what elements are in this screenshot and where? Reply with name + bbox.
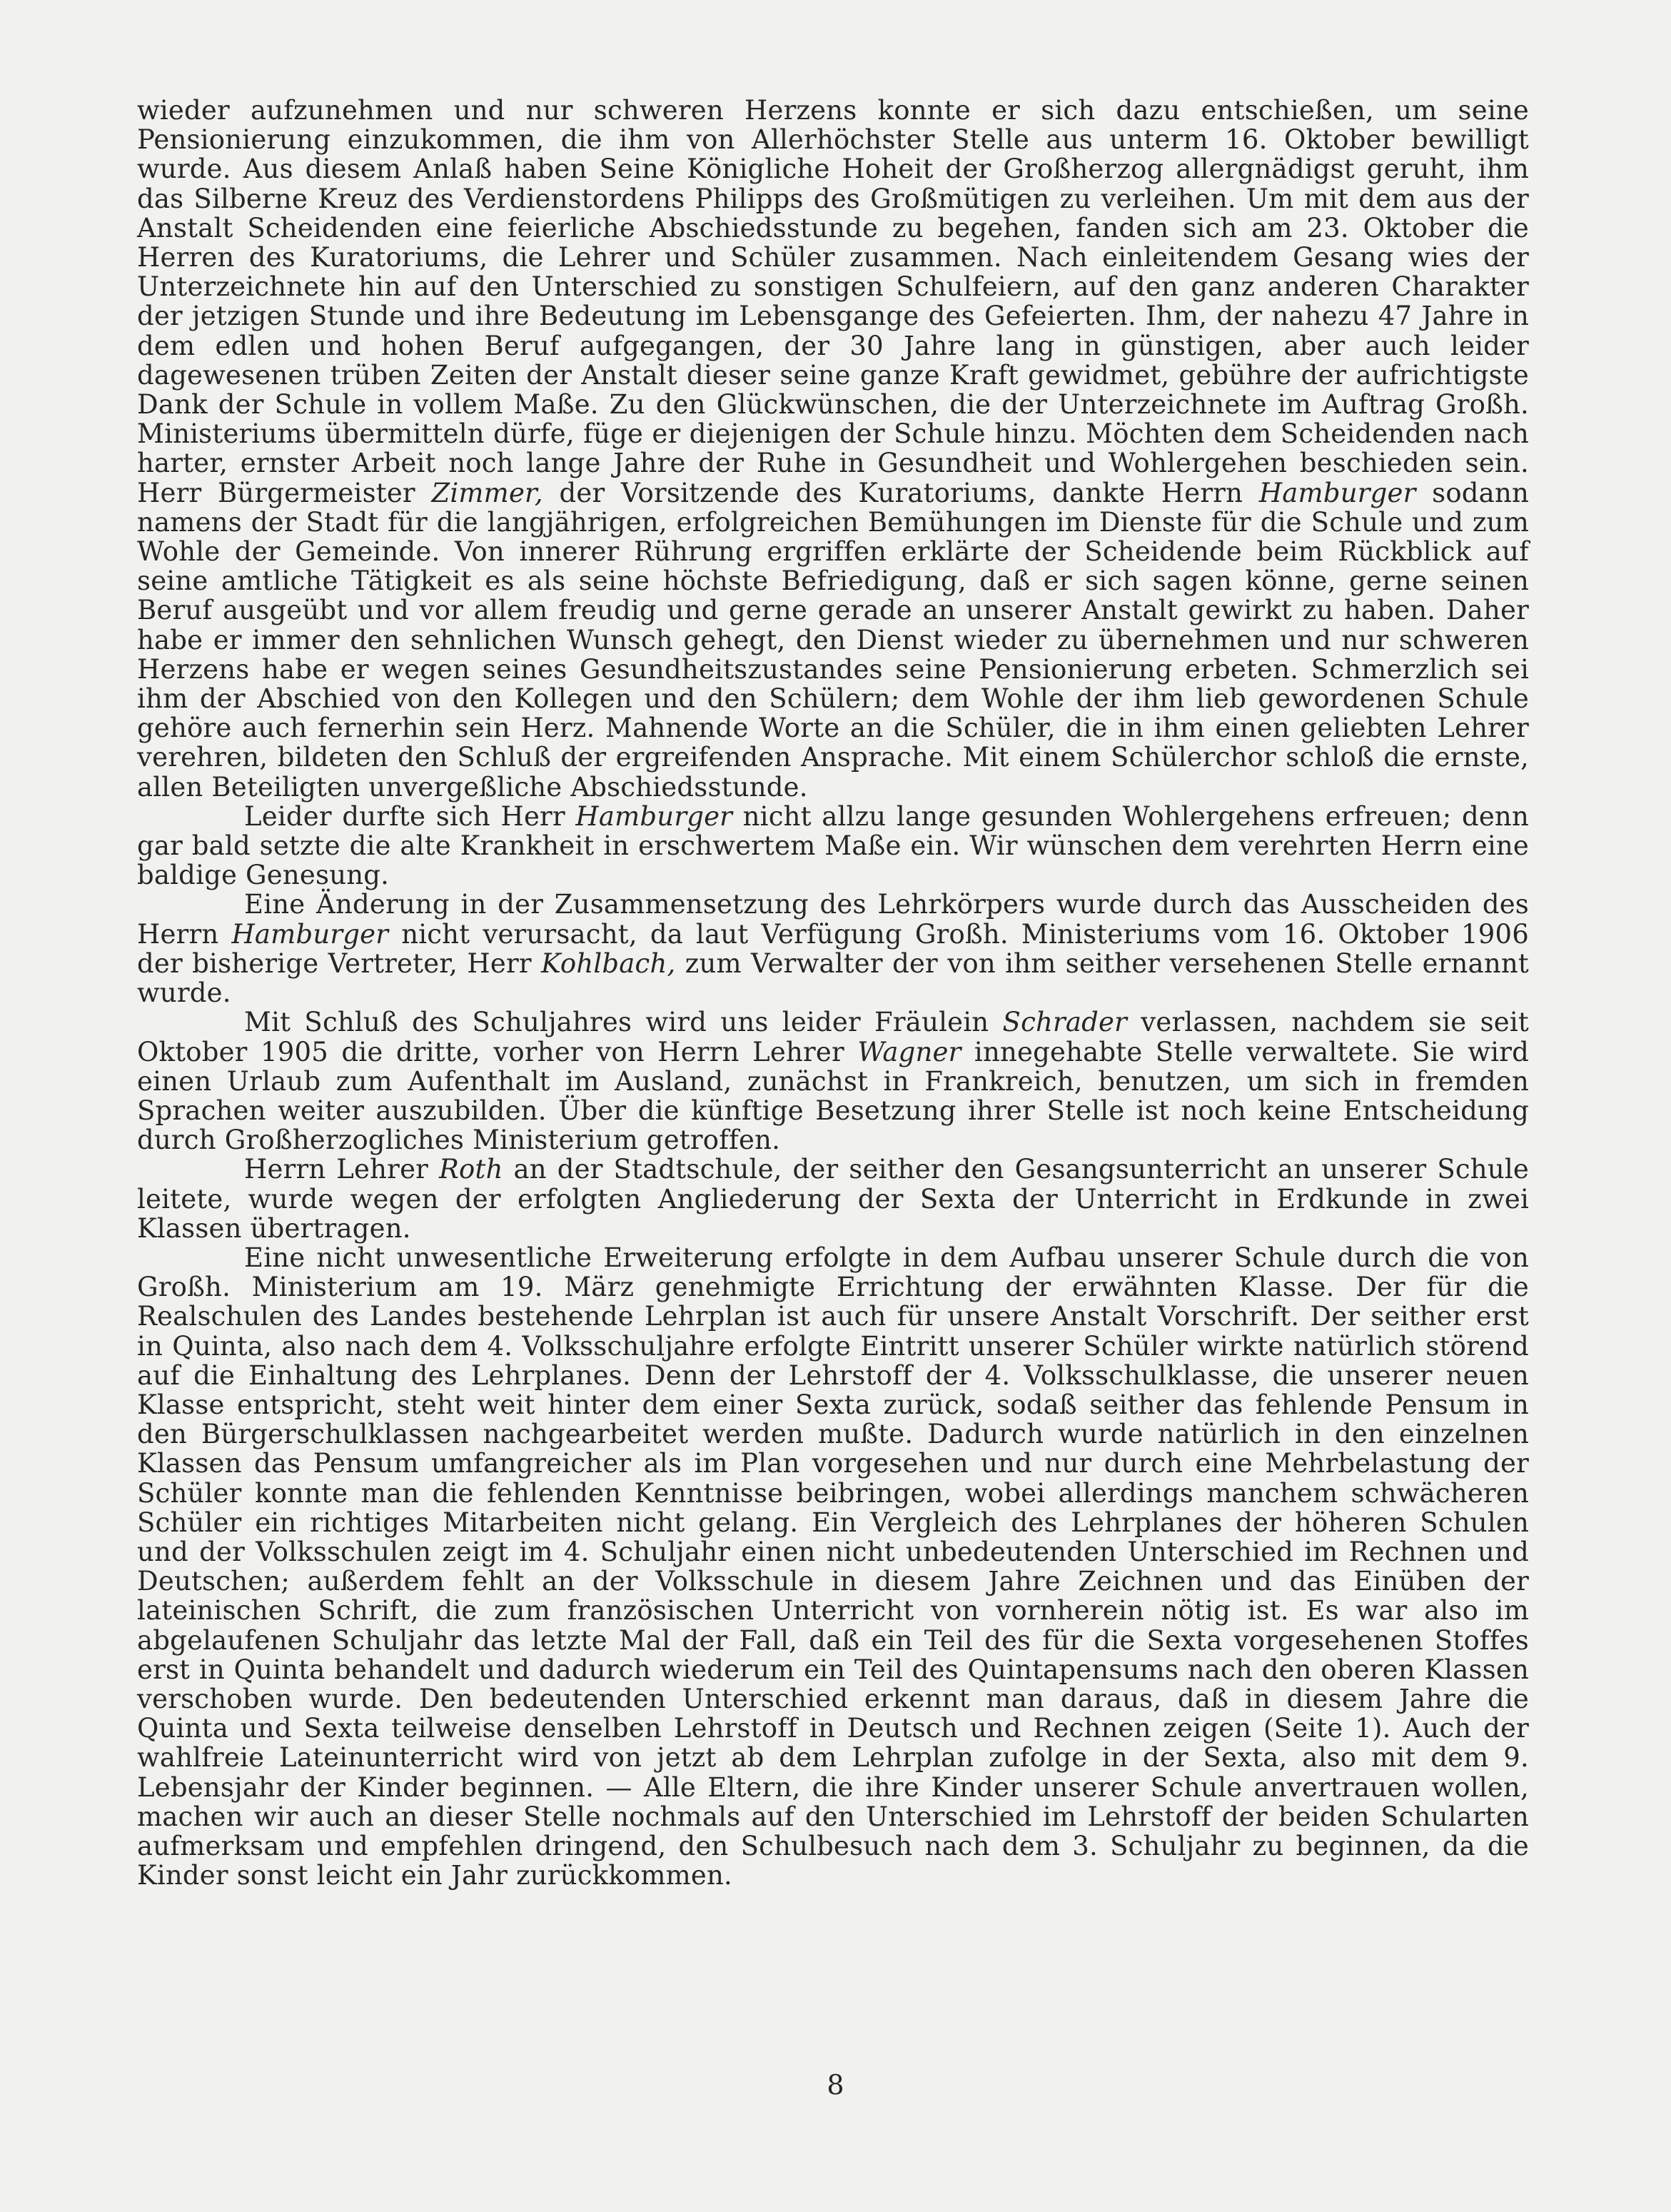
text-segment: sodann namens der Stadt für die langjährigen, erfolgreichen Bemühungen im Dienste für die Schule und zum Wohle der Gemeinde. Von innerer Rührung ergriffen erklärte der Scheidende beim Rückblick auf seine amtliche Tätigkeit es als seine höchste Befriedigung, daß er sich sagen könne, gerne seinen Beruf ausgeübt und vor allem freudig und gerne gerade an unserer Anstalt gewirkt zu haben. Daher habe er immer den sehnlichen Wunsch gehegt, den Dienst wieder zu übernehmen und nur schweren Herzens habe er wegen seines Gesundheitszustandes seine Pensionierung erbeten. Schmerzlich sei ihm der Abschied von den Kollegen und den Schülern; dem Wohle der ihm lieb gewordenen Schule gehöre auch fernerhin sein Herz. Mahnende Worte an die Schüler, die in ihm einen geliebten Lehrer verehren, bildeten den Schluß der ergreifenden Ansprache. Mit einem Schülerchor schloß die ernste, allen Beteiligten unvergeßliche Abschiedsstunde. xyxy=(137,477,1530,803)
body-text xyxy=(137,96,1529,1890)
paragraph-4 xyxy=(137,1007,1529,1155)
text-segment: der Vorsitzende des Kuratoriums, dankte Herrn xyxy=(542,477,1259,508)
text-segment: an der Stadtschule, der seither den Gesangsunterricht an unserer Schule leitete, wurde wegen der erfolgten Angliederung der Sexta der Unterricht in Erdkunde in zwei Klassen übertragen. xyxy=(137,1154,1529,1244)
text-segment: nicht verursacht, da laut Verfügung Großh. Ministeriums vom 16. Oktober 1906 der bisherige Vertreter, Herr xyxy=(137,918,1530,979)
name-wagner: Wagner xyxy=(857,1036,961,1067)
paragraph-6 xyxy=(137,1243,1529,1890)
text-segment: Leider durfte sich Herr xyxy=(244,800,576,832)
text-segment: verlassen, nachdem sie seit Oktober 1905 die dritte, vorher von Herrn Lehrer xyxy=(137,1007,1529,1067)
paragraph-5 xyxy=(137,1155,1529,1243)
text-segment: Eine Änderung in der Zusammensetzung des Lehrkörpers wurde durch das Ausscheiden des Herrn xyxy=(137,889,1529,950)
text-segment: Mit Schluß des Schuljahres wird uns leider Fräulein xyxy=(244,1007,1003,1038)
paragraph-3 xyxy=(137,890,1529,1007)
name-roth: Roth xyxy=(438,1154,503,1185)
text-segment: wieder aufzunehmen und nur schweren Herzens konnte er sich dazu entschießen, um seine Pensionierung einzukommen, die ihm von Allerhöchster Stelle aus unterm 16. Oktober bewilligt wurde. Aus diesem Anlaß haben Seine Königliche Hoheit der Großherzog allergnädigst geruht, ihm das Silberne Kreuz des Verdienstordens Philipps des Großmütigen zu verleihen. Um mit dem aus der Anstalt Scheidenden eine feierliche Abschiedsstunde zu begehen, fanden sich am 23. Oktober die Herren des Kuratoriums, die Lehrer und Schüler zusammen. Nach einleitendem Gesang wies der Unterzeichnete hin auf den Unterschied zu sonstigen Schulfeiern, auf den ganz anderen Charakter der jetzigen Stunde und ihre Bedeutung im Lebensgange des Gefeierten. Ihm, der nahezu 47 Jahre in dem edlen und hohen Beruf aufgegangen, der 30 Jahre lang in günstigen, aber auch leider dagewesenen trüben Zeiten der Anstalt dieser seine ganze Kraft gewidmet, gebühre der aufrichtigste Dank der Schule in vollem Maße. Zu den Glückwünschen, die der Unterzeichnete im Auftrag Großh. Ministeriums übermitteln dürfe, füge er diejenigen der Schule hinzu. Möchten dem Scheidenden nach harter, ernster Arbeit noch lange Jahre der Ruhe in Gesundheit und Wohlergehen beschieden sein. Herr Bürgermeister xyxy=(137,95,1529,508)
name-hamburger: Hamburger xyxy=(231,918,389,950)
paragraph-1 xyxy=(137,96,1529,802)
name-kohlbach: Kohlbach, xyxy=(541,947,676,979)
text-segment: innegehabte Stelle verwaltete. Sie wird einen Urlaub zum Aufenthalt im Ausland, zunächst in Frankreich, benutzen, um sich in fremden Sprachen weiter auszubilden. Über die künftige Besetzung ihrer Stelle ist noch keine Entscheidung durch Großherzogliches Ministerium getroffen. xyxy=(137,1036,1529,1156)
text-segment: Eine nicht unwesentliche Erweiterung erfolgte in dem Aufbau unserer Schule durch die von Großh. Ministerium am 19. März genehmigte Errichtung der erwähnten Klasse. Der für die Realschulen des Landes bestehende Lehrplan ist auch für unsere Anstalt Vorschrift. Der seither erst in Quinta, also nach dem 4. Volksschuljahre erfolgte Eintritt unserer Schüler wirkte natürlich störend auf die Einhaltung des Lehrplanes. Denn der Lehrstoff der 4. Volksschulklasse, die unserer neuen Klasse entspricht, steht weit hinter dem einer Sexta zurück, sodaß seither das fehlende Pensum in den Bürgerschulklassen nachgearbeitet werden mußte. Dadurch wurde natürlich in den einzelnen Klassen das Pensum umfangreicher als im Plan vorgesehen und nur durch eine Mehrbelastung der Schüler konnte man die fehlenden Kenntnisse beibringen, wobei allerdings manchem schwächeren Schüler ein richtiges Mitarbeiten nicht gelang. Ein Vergleich des Lehrplanes der höheren Schulen und der Volksschulen zeigt im 4. Schuljahr einen nicht unbedeutenden Unterschied im Rechnen und Deutschen; außerdem fehlt an der Volksschule in diesem Jahre Zeichnen und das Einüben der lateinischen Schrift, die zum französischen Unterricht von vornherein nötig ist. Es war also im abgelaufenen Schuljahr das letzte Mal der Fall, daß ein Teil des für die Sexta vorgesehenen Stoffes erst in Quinta behandelt und dadurch wiederum ein Teil des Quintapensums nach den oberen Klassen verschoben wurde. Den bedeutenden Unterschied erkennt man daraus, daß in diesem Jahre die Quinta und Sexta teilweise denselben Lehrstoff in Deutsch und Rechnen zeigen (Seite 1). Auch der wahlfreie Lateinunterricht wird von jetzt ab dem Lehrplan zufolge in der Sexta, also mit dem 9. Lebensjahr der Kinder beginnen. — Alle Eltern, die ihre Kinder unserer Schule anvertrauen wollen, machen wir auch an dieser Stelle nochmals auf den Unterschied im Lehrstoff der beiden Schularten aufmerksam und empfehlen dringend, den Schulbesuch nach dem 3. Schuljahr zu beginnen, da die Kinder sonst leicht ein Jahr zurückkommen. xyxy=(137,1242,1529,1891)
text-segment: Herrn Lehrer xyxy=(244,1154,439,1185)
name-hamburger: Hamburger xyxy=(575,800,733,832)
text-segment: zum Verwalter der von ihm seither versehenen Stelle ernannt wurde. xyxy=(137,947,1529,1009)
name-zimmer: Zimmer, xyxy=(431,477,543,508)
text-segment: nicht allzu lange gesunden Wohlergehens erfreuen; denn gar bald setzte die alte Krankheit in erschwertem Maße ein. Wir wünschen dem verehrten Herrn eine baldige Genesung. xyxy=(137,800,1529,891)
paragraph-2 xyxy=(137,802,1529,890)
name-schrader: Schrader xyxy=(1002,1007,1128,1038)
name-hamburger: Hamburger xyxy=(1258,477,1416,508)
page-number: 8 xyxy=(827,2069,844,2101)
